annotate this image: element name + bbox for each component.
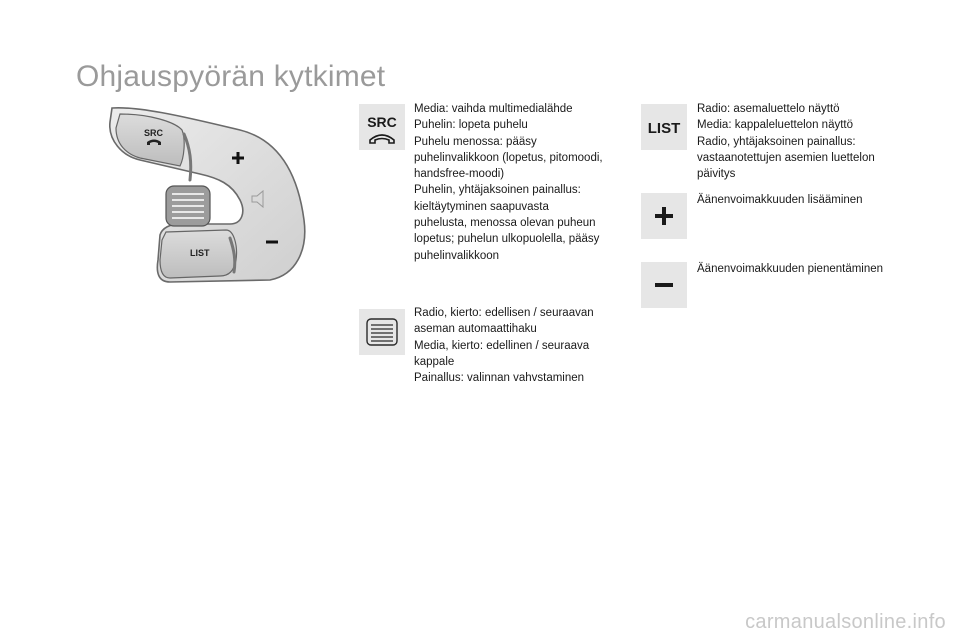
list-icon <box>641 104 687 150</box>
svg-text:SRC: SRC <box>367 114 397 130</box>
thumbwheel-description: Radio, kierto: edellisen / seuraavan aseman automaattihaku Media, kierto: edellinen / seuraava kappale Painallus: valinnan vahvstaminen <box>414 307 594 385</box>
watermark: carmanualsonline.info <box>745 611 946 633</box>
minus-description: Äänenvoimakkuuden pienentäminen <box>697 263 884 275</box>
thumbwheel-icon <box>359 309 405 355</box>
diagram-thumbwheel <box>166 186 210 226</box>
svg-text:SRC: SRC <box>144 128 164 138</box>
plus-description: Äänenvoimakkuuden lisääminen <box>697 194 863 206</box>
src-description: Media: vaihda multimedialähde Puhelin: lopeta puhelu Puhelu menossa: pääsy puhelinvalikkoon (lopetus, pitomoodi, handsfree-moodi) Puhelin, yhtäjaksoinen painallus: kieltäytyminen saapuvasta puhelusta, menossa olevan puheun lopetus; puhelun ulkopuolella, pääsy puhelinvalikkoon <box>414 103 603 262</box>
plus-icon <box>641 193 687 239</box>
svg-text:LIST: LIST <box>190 248 210 258</box>
list-description: Radio: asemaluettelo näyttö Media: kappaleluettelon näyttö Radio, yhtäjaksoinen painallus: vastaanotettujen asemien luettelon päivitys <box>697 103 875 181</box>
svg-text:LIST: LIST <box>647 120 681 137</box>
src-icon <box>359 104 405 150</box>
steering-switch-diagram <box>100 100 315 290</box>
page-title: Ohjauspyörän kytkimet <box>76 60 386 93</box>
minus-icon <box>641 262 687 308</box>
